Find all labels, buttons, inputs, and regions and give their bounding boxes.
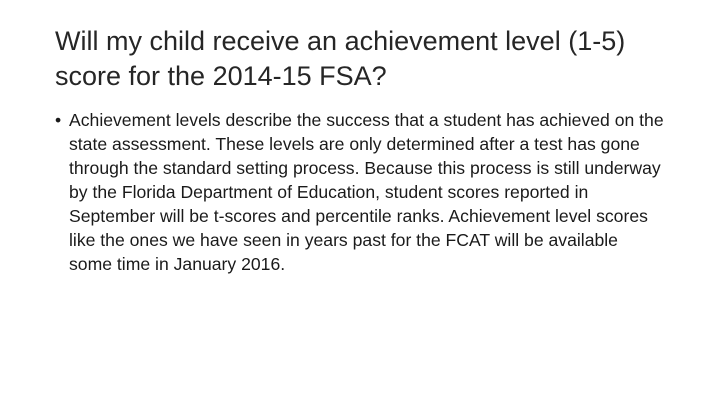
slide-title: Will my child receive an achievement level (1-5) score for the 2014-15 FSA? bbox=[55, 26, 626, 91]
bullet-item bbox=[55, 108, 665, 276]
bullet-marker: • bbox=[55, 110, 62, 130]
bullet-list bbox=[55, 108, 665, 276]
bullet-text: Achievement levels describe the success that a student has achieved on the state assessment. These levels are only determined after a test has gone through the standard setting process. Because this process is still underway by the Florida Department of Education, student scores reported in September will be t-scores and percentile ranks. Achievement level scores like the ones we have seen in years past for the FCAT will be available some time in January 2016. bbox=[69, 110, 664, 274]
